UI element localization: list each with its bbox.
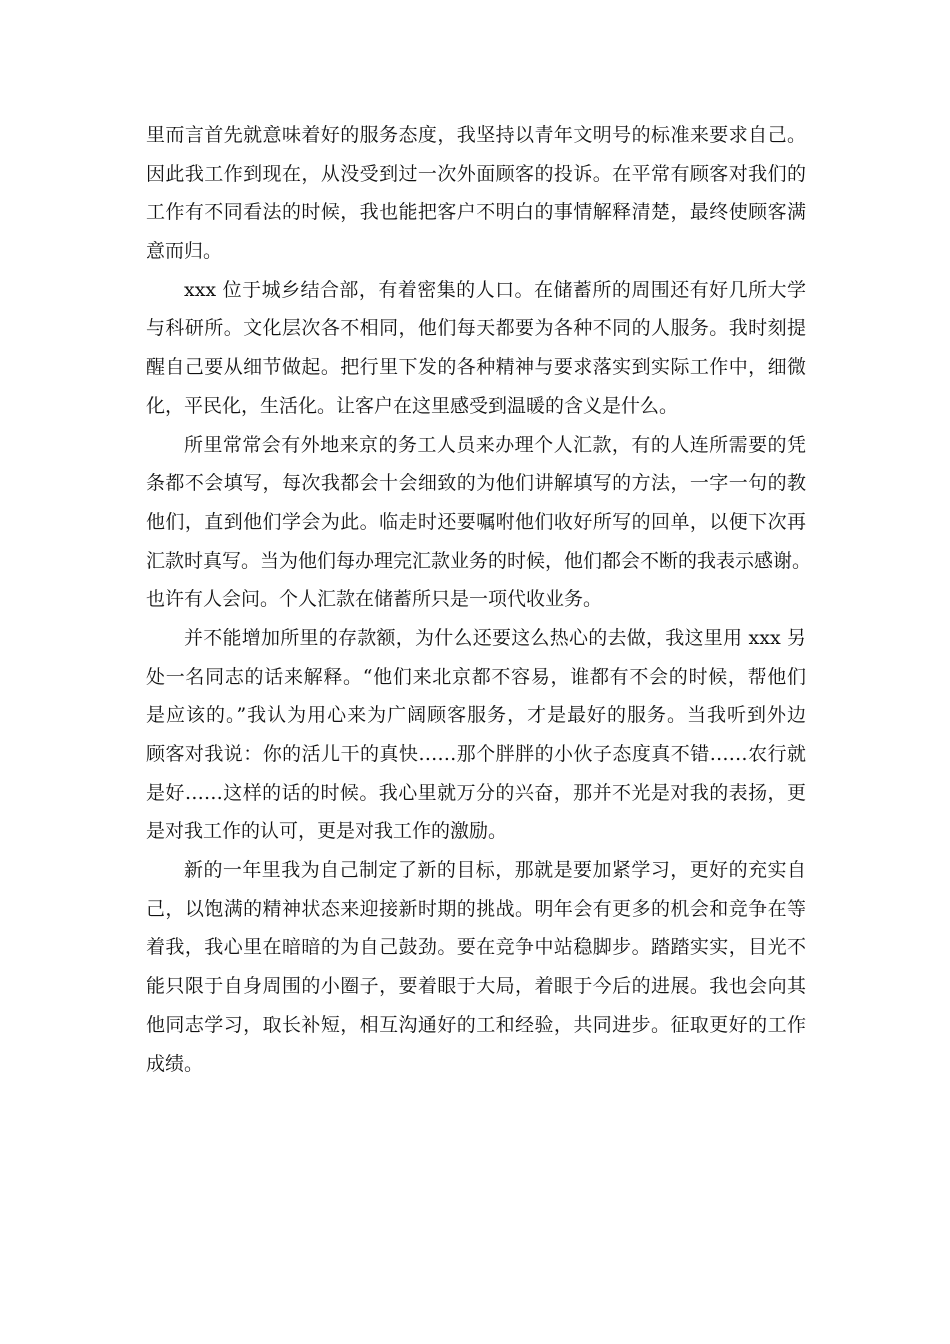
text-line: 是对我工作的认可，更是对我工作的激励。: [146, 820, 508, 843]
text-line: 顾客对我说：你的活儿干的真快……那个胖胖的小伙子态度真不错……农行就: [146, 743, 806, 765]
text-line: 己，以饱满的精神状态来迎接新时期的挑战。明年会有更多的机会和竞争在等: [146, 897, 806, 920]
text-line: 与科研所。文化层次各不相同，他们每天都要为各种不同的人服务。我时刻提: [146, 317, 806, 340]
document-body: [146, 116, 812, 1083]
text-line: 是应该的。”我认为用心来为广阔顾客服务，才是最好的服务。当我听到外边: [146, 704, 806, 727]
text-line: 他们，直到他们学会为此。临走时还要嘱咐他们收好所写的回单，以便下次再: [146, 510, 806, 533]
text-line: 醒自己要从细节做起。把行里下发的各种精神与要求落实到实际工作中，细微: [146, 356, 806, 379]
text-line: 里而言首先就意味着好的服务态度，我坚持以青年文明号的标准来要求自己。: [146, 124, 806, 146]
text-line: 工作有不同看法的时候，我也能把客户不明白的事情解释清楚，最终使顾客满: [146, 201, 806, 224]
text-line: 所里常常会有外地来京的务工人员来办理个人汇款，有的人连所需要的凭: [184, 433, 806, 456]
text-line: 意而归。: [146, 240, 223, 263]
text-line: 着我，我心里在暗暗的为自己鼓劲。要在竞争中站稳脚步。踏踏实实，目光不: [146, 936, 806, 959]
text-line: 新的一年里我为自己制定了新的目标，那就是要加紧学习，更好的充实自: [184, 859, 806, 882]
text-line: 成绩。: [146, 1052, 204, 1075]
text-line: xxx 位于城乡结合部，有着密集的人口。在储蓄所的周围还有好几所大学: [184, 278, 806, 301]
text-line: 能只限于自身周围的小圈子，要着眼于大局，着眼于今后的进展。我也会向其: [146, 975, 806, 998]
text-line: 化，平民化，生活化。让客户在这里感受到温暖的含义是什么。: [146, 394, 679, 417]
text-line: 汇款时真写。当为他们每办理完汇款业务的时候，他们都会不断的我表示感谢。: [146, 549, 812, 572]
text-line: 也许有人会问。个人汇款在储蓄所只是一项代收业务。: [146, 588, 603, 611]
text-line: 处一名同志的话来解释。“他们来北京都不容易，谁都有不会的时候，帮他们: [146, 665, 806, 688]
text-line: 条都不会填写，每次我都会十会细致的为他们讲解填写的方法，一字一句的教: [146, 472, 806, 495]
text-line: 他同志学习，取长补短，相互沟通好的工和经验，共同进步。征取更好的工作: [146, 1013, 806, 1036]
text-line: 并不能增加所里的存款额，为什么还要这么热心的去做，我这里用 xxx 另: [184, 626, 806, 649]
text-line: 是好……这样的话的时候。我心里就万分的兴奋，那并不光是对我的表扬，更: [146, 781, 806, 804]
text-line: 因此我工作到现在，从没受到过一次外面顾客的投诉。在平常有顾客对我们的: [146, 162, 806, 185]
